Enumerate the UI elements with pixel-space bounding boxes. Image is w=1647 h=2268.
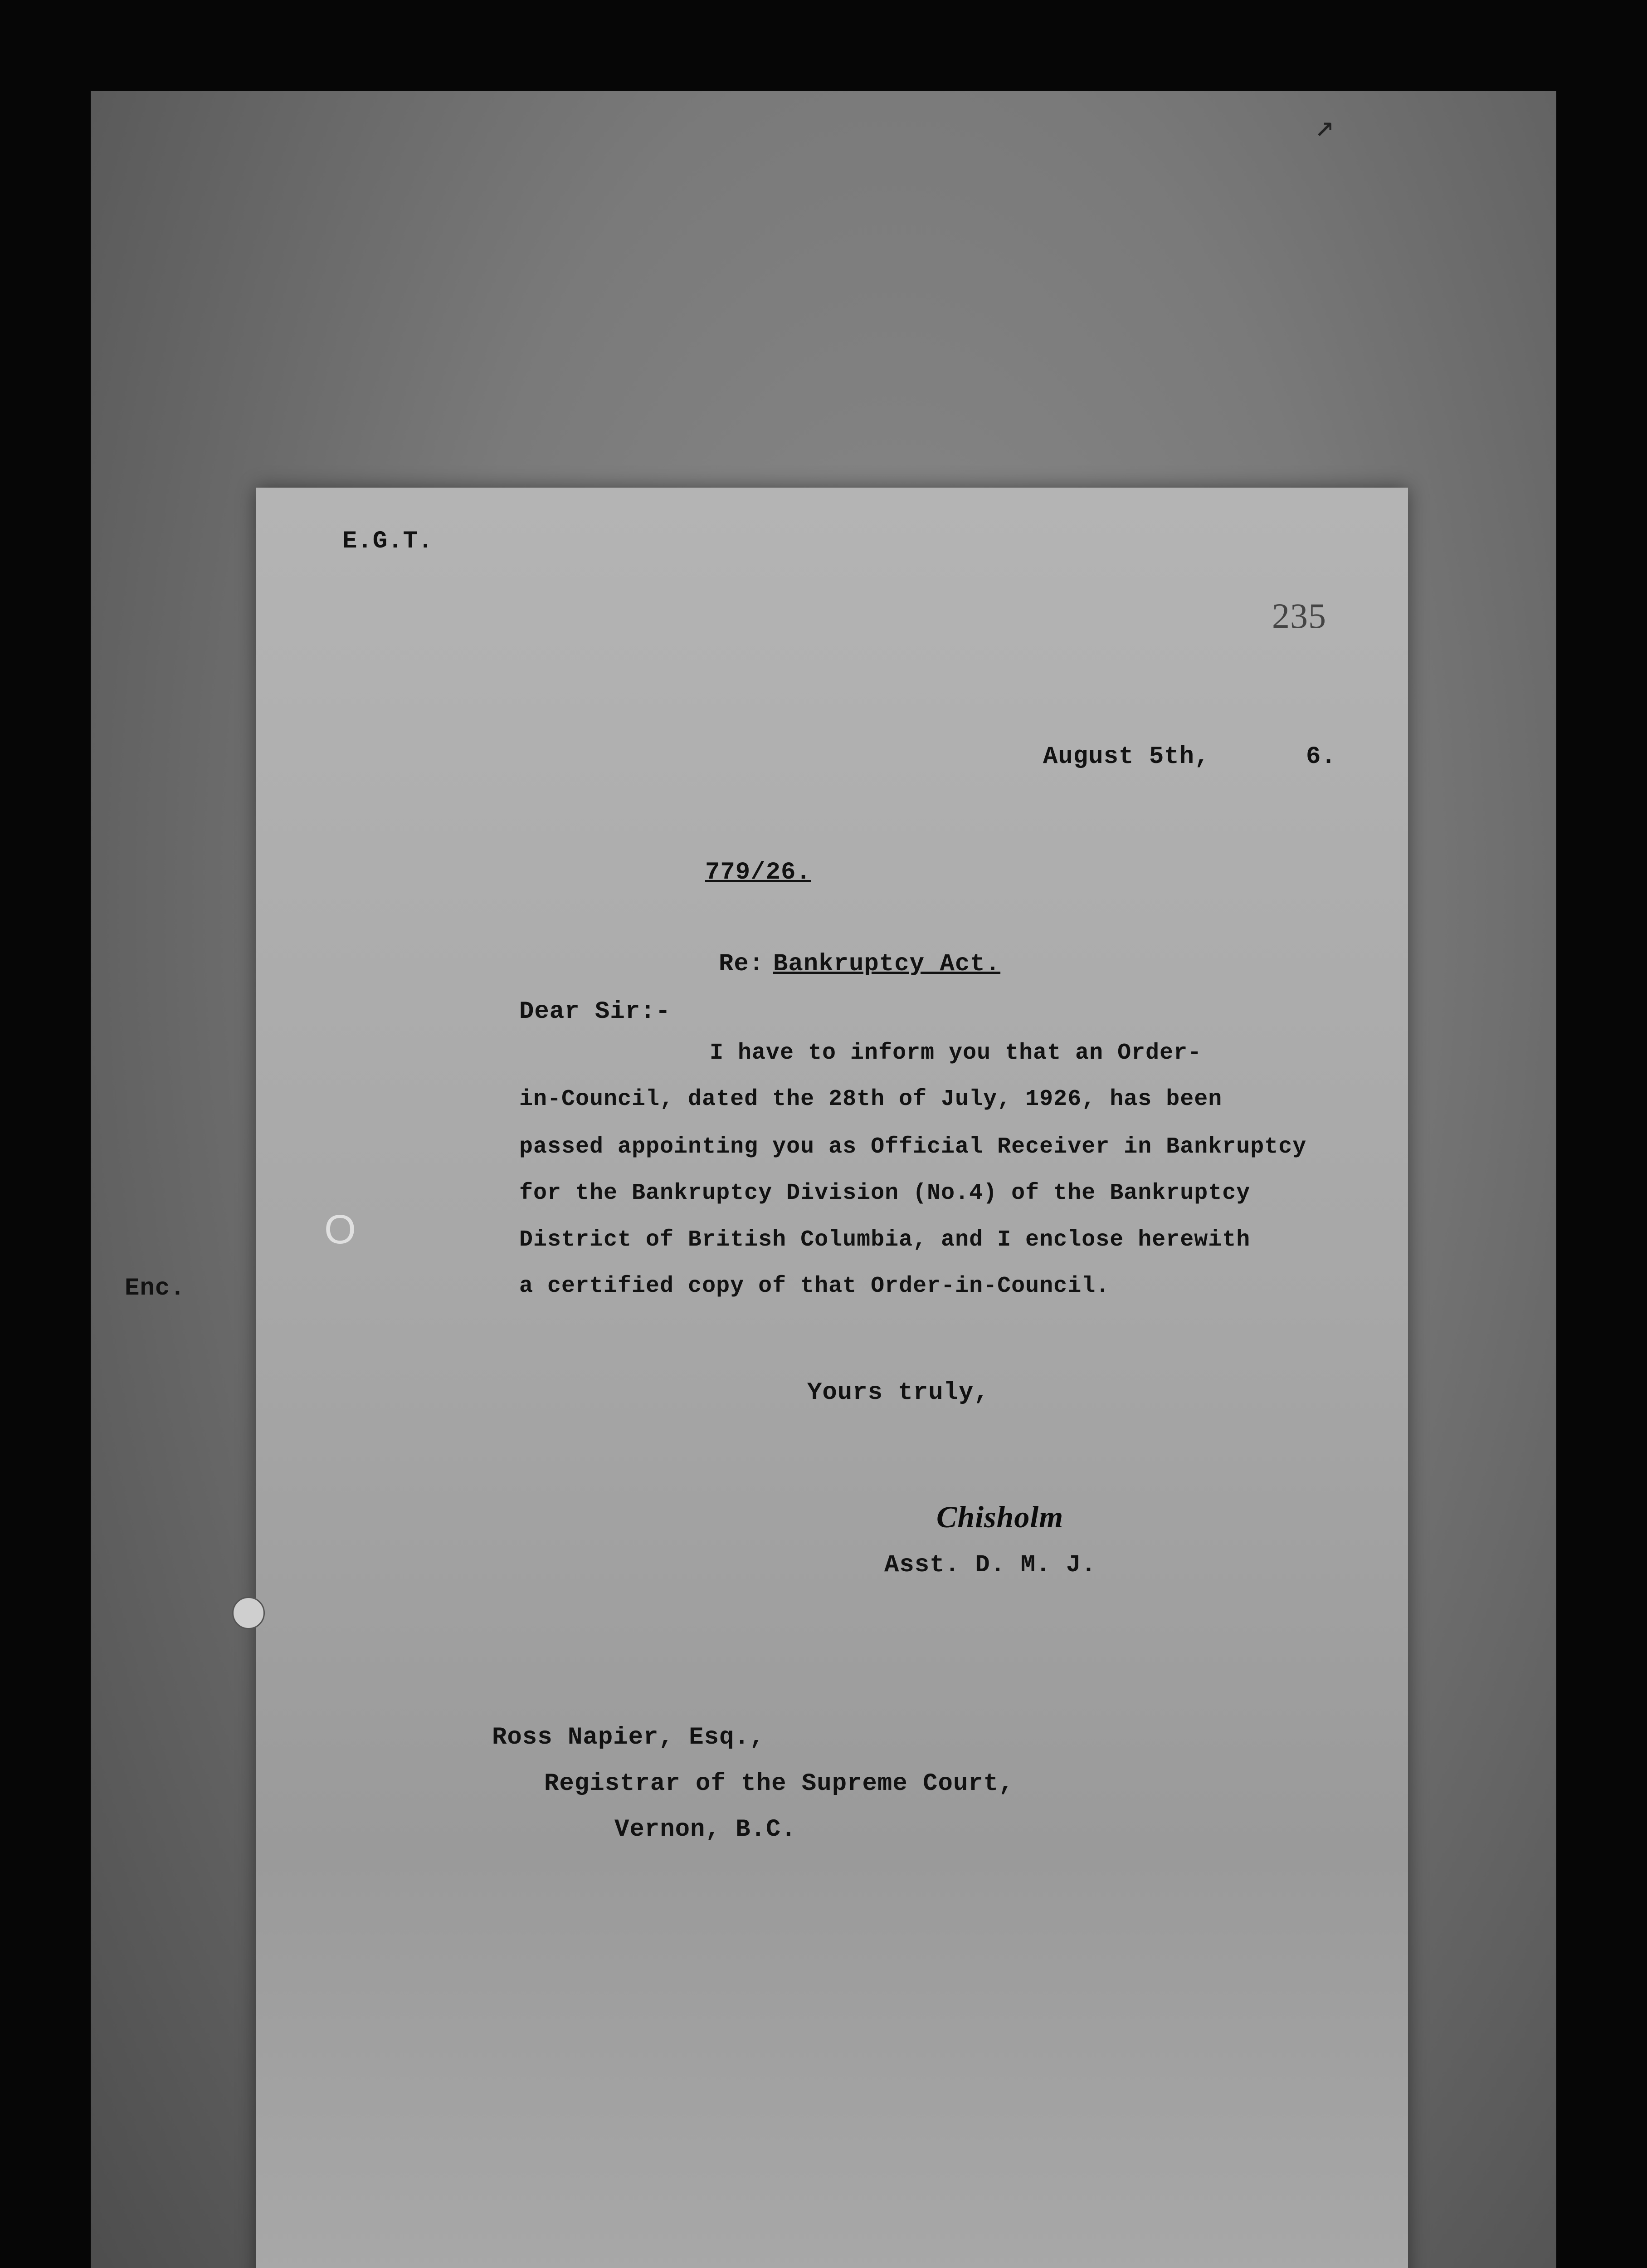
signature-title: Asst. D. M. J. <box>884 1551 1096 1579</box>
address-line: Ross Napier, Esq., <box>492 1724 765 1751</box>
salutation: Dear Sir:- <box>519 998 671 1026</box>
address-line: Registrar of the Supreme Court, <box>544 1770 1014 1798</box>
letter-date: August 5th, <box>1043 743 1210 771</box>
body-line: a certified copy of that Order-in-Council. <box>519 1273 1110 1299</box>
punch-hole <box>232 1597 265 1629</box>
typist-initials: E.G.T. <box>342 528 434 555</box>
re-label: Re: <box>719 950 765 978</box>
corner-pencil-mark: ↗ <box>1315 110 1335 146</box>
signature: Chisholm <box>936 1500 1064 1534</box>
enclosure-note: Enc. <box>125 1275 185 1302</box>
file-reference: 779/26. <box>705 859 811 886</box>
body-line: for the Bankruptcy Division (No.4) of the Bankruptcy <box>519 1180 1251 1206</box>
punch-hole-ring: O <box>324 1207 356 1252</box>
body-line: I have to inform you that an Order- <box>710 1040 1202 1066</box>
date-suffix: 6. <box>1306 743 1336 771</box>
page-number: 235 <box>1272 596 1326 635</box>
closing: Yours truly, <box>807 1379 989 1407</box>
body-line: passed appointing you as Official Receiver in Bankruptcy <box>519 1134 1307 1160</box>
letter-page <box>125 488 1408 2268</box>
re-subject: Bankruptcy Act. <box>773 950 1001 978</box>
address-line: Vernon, B.C. <box>614 1816 796 1843</box>
body-line: District of British Columbia, and I enclose herewith <box>519 1227 1251 1253</box>
body-line: in-Council, dated the 28th of July, 1926, has been <box>519 1086 1223 1112</box>
